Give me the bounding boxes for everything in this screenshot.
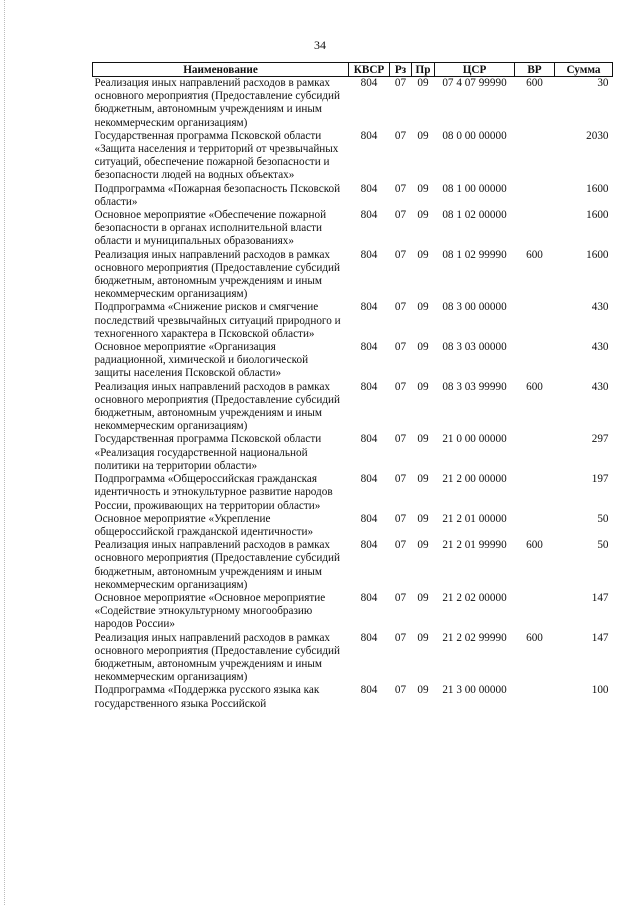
table-row — [93, 632, 613, 685]
row-sum: 430 — [591, 301, 609, 314]
row-sum: 197 — [591, 473, 609, 486]
row-sum: 100 — [591, 684, 609, 697]
budget-table — [92, 62, 613, 711]
row-sum: 30 — [597, 77, 609, 89]
row-kvsr: 804 — [360, 631, 378, 644]
row-pr: 09 — [417, 129, 429, 142]
row-pr: 09 — [417, 473, 429, 486]
header-rz: Рз — [390, 63, 412, 77]
row-vr — [515, 130, 555, 183]
row-rz: 07 — [394, 684, 407, 697]
row-name: Реализация иных направлений расходов в рамках основного мероприятия (Предоставление субсидий бюджетным, автономным учреждениям и иным некоммерческим организациям) — [94, 539, 340, 591]
row-rz: 07 — [394, 539, 407, 552]
row-vr — [515, 592, 555, 632]
row-kvsr: 804 — [360, 129, 378, 142]
row-csr: 21 0 00 00000 — [442, 433, 507, 446]
table-row — [93, 513, 613, 539]
row-kvsr: 804 — [360, 512, 378, 525]
row-vr: 600 — [526, 77, 543, 89]
row-csr: 08 1 02 99990 — [442, 248, 507, 261]
page-number: 34 — [314, 38, 326, 52]
row-pr: 09 — [417, 631, 429, 644]
row-kvsr: 804 — [360, 433, 378, 446]
row-sum: 50 — [597, 512, 609, 525]
row-kvsr: 804 — [360, 301, 378, 314]
row-sum: 147 — [591, 631, 609, 644]
row-csr: 07 4 07 99990 — [442, 77, 507, 89]
table-row — [93, 77, 613, 130]
row-csr: 08 3 03 00000 — [442, 341, 507, 354]
row-csr: 08 0 00 00000 — [442, 129, 507, 142]
row-pr: 09 — [417, 341, 429, 354]
row-sum: 430 — [591, 341, 609, 354]
page-edge — [4, 0, 6, 905]
row-csr: 08 3 00 00000 — [442, 301, 507, 314]
row-vr — [515, 473, 555, 513]
row-csr: 08 3 03 99990 — [442, 380, 507, 393]
row-name: Основное мероприятие «Обеспечение пожарной безопасности в органах исполнительной власти области и муниципальных образованиях» — [94, 209, 327, 248]
row-name: Основное мероприятие «Укрепление общероссийской гражданской идентичности» — [94, 512, 314, 538]
row-kvsr: 804 — [360, 539, 378, 552]
row-csr: 21 2 01 99990 — [442, 539, 507, 552]
row-rz: 07 — [394, 248, 407, 261]
row-name: Государственная программа Псковской области «Защита населения и территорий от чрезвычайных ситуаций, обеспечение пожарной безопасности и безопасности людей на водных объектах» — [94, 129, 339, 182]
row-kvsr: 804 — [360, 341, 378, 354]
row-kvsr: 804 — [360, 380, 378, 393]
row-kvsr: 804 — [360, 473, 378, 486]
header-vr: ВР — [515, 63, 555, 77]
table-row — [93, 433, 613, 473]
table-row — [93, 183, 613, 209]
row-rz: 07 — [394, 631, 407, 644]
row-sum: 50 — [597, 539, 609, 552]
row-pr: 09 — [417, 209, 429, 222]
header-csr: ЦСР — [435, 63, 515, 77]
row-csr: 08 1 02 00000 — [442, 209, 507, 222]
row-vr: 600 — [526, 539, 543, 552]
row-sum: 147 — [591, 591, 609, 604]
row-kvsr: 804 — [360, 209, 378, 222]
row-rz: 07 — [394, 341, 407, 354]
row-vr — [515, 513, 555, 539]
row-sum: 2030 — [586, 129, 609, 142]
row-vr — [515, 684, 555, 710]
row-sum: 297 — [591, 433, 609, 446]
row-pr: 09 — [417, 433, 429, 446]
row-vr: 600 — [526, 380, 543, 393]
row-kvsr: 804 — [360, 77, 378, 89]
table-row — [93, 381, 613, 434]
row-rz: 07 — [394, 433, 407, 446]
row-vr — [515, 209, 555, 249]
row-sum: 1600 — [586, 209, 609, 222]
row-csr: 21 2 01 00000 — [442, 512, 507, 525]
row-pr: 09 — [417, 380, 429, 393]
row-rz: 07 — [394, 182, 407, 195]
row-rz: 07 — [394, 380, 407, 393]
header-kvsr: КВСР — [349, 63, 390, 77]
row-csr: 21 3 00 00000 — [442, 684, 507, 697]
row-vr — [515, 301, 555, 341]
row-name: Реализация иных направлений расходов в рамках основного мероприятия (Предоставление субсидий бюджетным, автономным учреждениям и иным некоммерческим организациям) — [94, 77, 340, 129]
row-name: Основное мероприятие «Основное мероприятие «Содействие этнокультурному многообразию народов России» — [94, 591, 326, 631]
row-pr: 09 — [417, 248, 429, 261]
table-row — [93, 301, 613, 341]
row-rz: 07 — [394, 301, 407, 314]
header-name: Наименование — [93, 63, 349, 77]
row-name: Государственная программа Псковской области «Реализация государственной национальной политики на территории области» — [94, 433, 322, 472]
table-row — [93, 209, 613, 249]
row-kvsr: 804 — [360, 684, 378, 697]
row-sum: 1600 — [586, 248, 609, 261]
table-row — [93, 473, 613, 513]
row-rz: 07 — [394, 209, 407, 222]
row-name: Подпрограмма «Поддержка русского языка как государственного языка Российской — [94, 684, 320, 710]
table-row — [93, 130, 613, 183]
row-csr: 21 2 02 00000 — [442, 591, 507, 604]
table-row — [93, 341, 613, 381]
table-row — [93, 539, 613, 592]
row-vr — [515, 183, 555, 209]
row-name: Подпрограмма «Общероссийская гражданская идентичность и этнокультурное развитие народов России, проживающих на территории области» — [94, 473, 333, 512]
row-pr: 09 — [417, 182, 429, 195]
row-vr: 600 — [526, 248, 543, 261]
row-kvsr: 804 — [360, 248, 378, 261]
row-csr: 08 1 00 00000 — [442, 182, 507, 195]
row-name: Основное мероприятие «Организация радиационной, химической и биологической защиты населения Псковской области» — [94, 341, 309, 380]
row-pr: 09 — [417, 539, 429, 552]
row-vr: 600 — [526, 631, 543, 644]
row-pr: 09 — [417, 77, 429, 89]
header-pr: Пр — [412, 63, 435, 77]
row-csr: 21 2 02 99990 — [442, 631, 507, 644]
row-rz: 07 — [394, 129, 407, 142]
row-csr: 21 2 00 00000 — [442, 473, 507, 486]
row-pr: 09 — [417, 301, 429, 314]
row-sum: 430 — [591, 380, 609, 393]
row-name: Реализация иных направлений расходов в рамках основного мероприятия (Предоставление субсидий бюджетным, автономным учреждениям и иным некоммерческим организациям) — [94, 631, 340, 684]
table-row — [93, 592, 613, 632]
row-name: Подпрограмма «Снижение рисков и смягчение последствий чрезвычайных ситуаций природного и техногенного характера в Псковской области» — [94, 301, 341, 340]
row-sum: 1600 — [586, 182, 609, 195]
row-name: Подпрограмма «Пожарная безопасность Псковской области» — [94, 182, 341, 208]
row-vr — [515, 433, 555, 473]
table-body — [93, 77, 613, 711]
row-pr: 09 — [417, 591, 429, 604]
row-rz: 07 — [394, 591, 407, 604]
row-kvsr: 804 — [360, 591, 378, 604]
row-kvsr: 804 — [360, 182, 378, 195]
table-row — [93, 249, 613, 302]
row-name: Реализация иных направлений расходов в рамках основного мероприятия (Предоставление субсидий бюджетным, автономным учреждениям и иным некоммерческим организациям) — [94, 248, 340, 301]
row-rz: 07 — [394, 512, 407, 525]
table-row — [93, 684, 613, 710]
header-sum: Сумма — [555, 63, 613, 77]
row-rz: 07 — [394, 473, 407, 486]
row-name: Реализация иных направлений расходов в рамках основного мероприятия (Предоставление субсидий бюджетным, автономным учреждениям и иным некоммерческим организациям) — [94, 380, 340, 433]
table-header-row — [93, 63, 613, 77]
row-pr: 09 — [417, 512, 429, 525]
row-vr — [515, 341, 555, 381]
row-pr: 09 — [417, 684, 429, 697]
row-rz: 07 — [394, 77, 407, 89]
